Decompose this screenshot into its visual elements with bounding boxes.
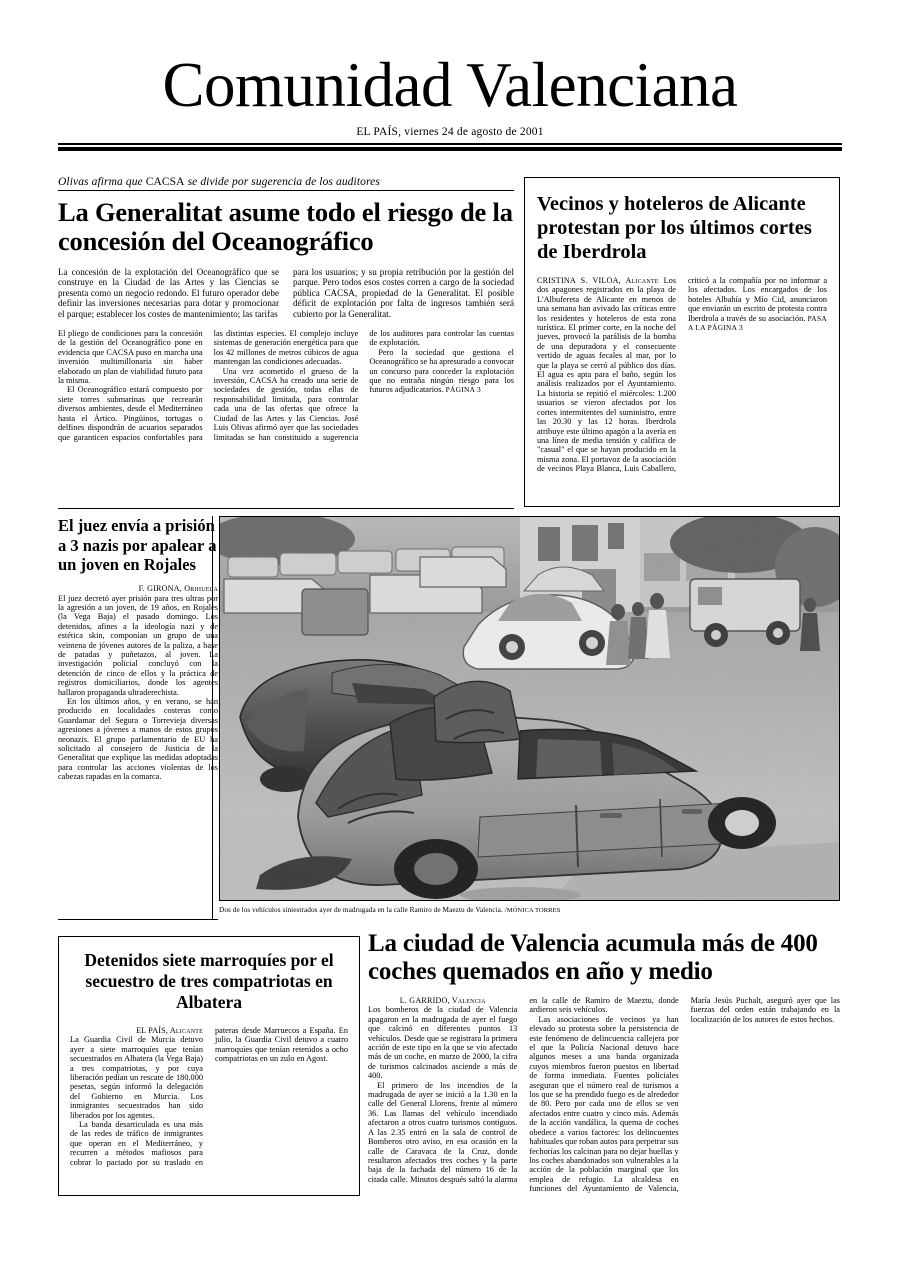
story-marroquies-headline: Detenidos siete marroquíes por el secuestro de tres compatriotas en Albatera (84, 950, 334, 1012)
photo-burned-cars (219, 516, 840, 901)
story-iberdrola-body (537, 276, 827, 476)
story-generalitat-body (58, 329, 514, 449)
paragraph: El pliego de condiciones para la concesión de la gestión del Oceanográfico pone en evidencia que CACSA puso en marcha una inversión multimillonaria sin haber elaborado un plan de viabilidad futuro para la misma. (58, 329, 203, 386)
paragraph: El juez decretó ayer prisión para tres ultras por la agresión a un joven, de 19 años, en Rojales (la Vega Baja) el pasado domingo. Los detenidos, afines a la ideología nazi y de estética skin, componían un grupo de una veintena de jóvenes autores de la paliza, a base de patadas y puñetazos, al joven. La investigación policial concluyó con la detención de cinco de ellos y la práctica de registros domiciliarios, donde los agentes hallaron propaganda ultraderechista. (58, 593, 218, 697)
paragraph: Las asociaciones de vecinos ya han elevado su protesta sobre la persistencia de este fenómeno de delincuencia callejera por el que la Policía Nacional detuvo hace algunos meses a una banda organizada cuyos miembros fueron puestos en libertad de forma inmediata. Fuentes policiales aseguran que el número real de turismos a los que se ha prendido fuego es de alrededor de 80. Pero por cada uno de ellos se ven afectados entre cuatro y cinco más. Además de la acción vandálica, la quema de coches obedece a varios factores: los delincuentes habituales que roban autos para perpetrar sus fechorías los calcinan para no dejar huellas y los coches abandonados son vulnerables a la acción de la población marginal que los emplea de refugio. La alcaldesa en funciones del Ayuntamiento de Valencia, María Jesús Puchalt, aseguró ayer que las fuerzas del orden están trabajando en la localización de los autores de estos hechos. (529, 996, 840, 1194)
story-nazis (58, 516, 218, 782)
lead-paragraph-right: para los usuarios; y su propia retribución por la gestión del parque. Pero todos esos costes corren a cargo de la sociedad pública CACSA, propiedad de la Generalitat. El posible déficit de explotación por falta de ingresos también será cubierto por la Generalitat. (293, 267, 514, 319)
paragraph (537, 276, 827, 476)
masthead-title: Comunidad Valenciana (162, 50, 738, 120)
paragraph-text: Los dos apagones registrados en la playa de L'Albufereta de Alicante en menos de una semana han avivado las críticas entre los residentes y hoteleros de esta zona turística. El primer corte, en la noche del jueves, provocó la parálisis de la bomba de una depuradora y el consecuente vertido de aguas fecales al mar, por lo que la playa se cerró al público dos días. El agua es apta para el baño, según los análisis realizados por el Ayuntamiento. La historia se repitió el miércoles: 1.200 usuarios se vieron afectados por los cortes intermitentes del suministro, entre las 20.30 y las 12 horas. Iberdrola atribuye este último apagón a la avería en una línea de media tensión y califica de "casual" el que se hayan producido en la misma zona. El portavoz de la asociación de vecinos Playa Blanca, Luis Caballero, criticó a la compañía por no informar a los afectados. Los encargados de los hoteles Albahía y Mío Cid, anunciaron que enviarán un escrito de protesta contra Iberdrola a través de su asociación. (537, 276, 827, 474)
masthead-subtitle: EL PAÍS, viernes 24 de agosto de 2001 (356, 126, 544, 138)
story-generalitat (58, 176, 514, 449)
continuation-pointer: PÁGINA 3 (445, 385, 482, 395)
paragraph (369, 348, 514, 395)
story-iberdrola (524, 177, 840, 507)
story-nazis-headline: El juez envía a prisión a 3 nazis por apalear a un joven en Rojales (58, 516, 217, 574)
story-generalitat-kicker (58, 176, 514, 191)
story-marroquies (58, 936, 360, 1196)
story-generalitat-lead (58, 267, 514, 319)
paragraph-text: Los bomberos de la ciudad de Valencia apagaron en la madrugada de ayer el fuego que calcinó en diferentes puntos 13 vehículos. Desde que se registrara la primera acción de este tipo en la que se vio afectado más de un coche, en marzo de 2000, la cifra de turismos calcinados asciende a más de 400. (368, 1005, 518, 1081)
story-iberdrola-byline: CRISTINA S. VILOA, Alicante (537, 276, 659, 285)
paragraph: El Oceanográfico estará compuesto por siete torres submarinas que recrearán diversos ambientes, desde el Mediterráneo hasta el Ártico. Pingüinos, tortugas o delfines dispondrán de acuarios separados que garanticen espacios confortables para las distintas especies. El complejo incluye sistemas de generación energética para que los 42 millones de metros cúbicos de agua mantengan las condiciones adecuadas. (58, 329, 359, 442)
kicker-part-c: se divide por sugerencia de los auditores (184, 176, 380, 188)
paragraph (368, 996, 517, 1081)
photo-image (220, 517, 840, 901)
story-generalitat-headline: La Generalitat asume todo el riesgo de la concesión del Oceanográfico (58, 197, 513, 256)
section-divider-nazis-bottom (58, 919, 218, 920)
photo-frame (219, 516, 840, 901)
paragraph (70, 1026, 203, 1120)
masthead-rule-thick (58, 147, 842, 151)
story-coches-body (368, 996, 840, 1196)
photo-credit: MÓNICA TORRES (506, 907, 561, 914)
kicker-part-a: Olivas afirma que (58, 176, 146, 188)
masthead (0, 50, 900, 138)
kicker-part-b: CACSA (145, 176, 185, 188)
paragraph: En los últimos años, y en verano, se han producido en localidades costeras como Guardamar del Segura o Torrevieja diversas agresiones a jóvenes a manos de estos grupos neonazis. El grupo parlamentario de EU ha solicitado al consejero de Justicia de la Generalitat que explique las medidas adoptadas para controlar las acciones violentas de los cabezas rapadas en la comarca. (58, 696, 218, 782)
story-nazis-byline: F. GIRONA, Orihuela (138, 583, 218, 593)
continuation-pointer: PASA A LA PÁGINA 3 (688, 313, 827, 333)
story-nazis-body (58, 594, 218, 782)
paragraph-text: Pero la sociedad que gestiona el Oceanográfico se ha apresurado a convocar un concurso para conceder la explotación que no entraña ningún riesgo para los futuros adjudicatarios. (369, 347, 514, 395)
story-coches-headline: La ciudad de Valencia acumula más de 400 coches quemados en año y medio (368, 930, 818, 985)
story-marroquies-byline: EL PAÍS, Alicante (136, 1026, 203, 1035)
story-coches-byline: L. GARRIDO, Valencia (399, 996, 486, 1005)
section-divider-left (58, 508, 514, 509)
story-iberdrola-headline: Vecinos y hoteleros de Alicante protestan por los últimos cortes de Iberdrola (537, 193, 812, 263)
paragraph: La banda desarticulada es una más de las redes de tráfico de inmigrantes que operan en el Mediterráneo, y recurren a métodos mafiosos para cobrar lo pactado por su traslado en pateras desde Marruecos a España. En julio, la Guardia Civil detuvo a cuatro marroquíes que tenían retenidos a ocho compatriotas en un zulo en Agost. (70, 1026, 348, 1167)
story-marroquies-body (70, 1026, 348, 1176)
masthead-rule-thin (58, 143, 842, 145)
photo-caption-text: Dos de los vehículos siniestrados ayer de madrugada en la calle Ramiro de Maeztu de Valencia. / (219, 905, 507, 914)
photo-caption (219, 905, 840, 914)
lead-paragraph-left: La concesión de la explotación del Oceanográfico que se construye en la Ciudad de las Artes y las Ciencias se presenta como un negocio redondo. El futuro operador debe definir las inversiones necesarias para dotar y promocionar el parque; establecer los costes de mantenimiento; las tarifas (58, 267, 279, 319)
story-coches (368, 930, 840, 1196)
paragraph: El primero de los incendios de la madrugada de ayer se inició a la 1.30 en la calle del General Llorens, frente al número 36. Las llamas del vehículo incendiado afectaron a otros cuatro turismos contiguos. A las 2.35 entró en la sala de control de Bomberos otro aviso, en esa ocasión en la calle de Caravaca de la Cruz, donde resultaron afectados tres coches y la parte baja de la fachada del número 16 de la citada calle. Minutos después saltó la alarma en la calle de Ramiro de Maeztu, donde ardieron seis vehículos. (368, 996, 679, 1184)
paragraph-text: La Guardia Civil de Murcia detuvo ayer a siete marroquíes que tenían secuestrados en Albatera (la Vega Baja) a tres compatriotas, y por cuya liberación pedían un rescate de 180.000 pesetas, según informó la delegación del Gobierno en Murcia. Los inmigrantes secuestrados han sido liberados por los agentes. (70, 1035, 203, 1120)
paragraph: Una vez acometido el grueso de la inversión, CACSA ha creado una serie de sociedades de gestión, todas ellas de responsabilidad limitada, para controlar cada una de las ofertas que ofrece la Ciudad de las Artes y las Ciencias. José Luis Olivas afirmó ayer que las sociedades limitadas se han constituido a sugerencia de los auditores para controlar las cuentas de explotación. (213, 329, 514, 442)
